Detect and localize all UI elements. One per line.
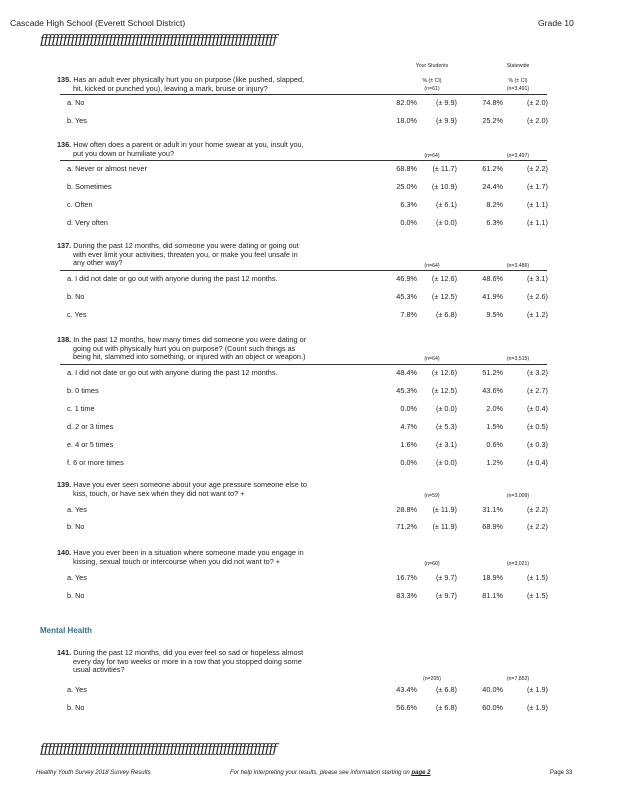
- question-line-2: going out with physically hurt you on purpose? (Count such things as: [73, 343, 296, 353]
- question-number: 141.: [57, 648, 72, 657]
- question-line-1: 139. Have you ever seen someone about your age pressure someone else to: [57, 480, 307, 489]
- state-ci: (± 2.2): [526, 505, 548, 514]
- question-line-2: put you down or humiliate you?: [73, 148, 175, 158]
- state-pct: 40.0%: [482, 685, 503, 694]
- your-ci: (± 6.8): [435, 310, 457, 319]
- decorative-rule-top: ƒƒƒƒƒƒƒƒƒƒƒƒƒƒƒƒƒƒƒƒƒƒƒƒƒƒƒƒƒƒƒƒƒƒƒƒƒƒƒƒƒƒƒƒƒƒƒƒƒƒƒƒƒƒƒƒƒƒƒƒƒƒ: [40, 33, 277, 48]
- your-pct: 83.3%: [396, 591, 417, 600]
- your-ci: (± 6.8): [435, 703, 457, 712]
- your-pct: 25.0%: [396, 182, 417, 191]
- question-138: [57, 336, 377, 362]
- your-pct: 16.7%: [396, 573, 417, 582]
- decorative-rule-bottom: ƒƒƒƒƒƒƒƒƒƒƒƒƒƒƒƒƒƒƒƒƒƒƒƒƒƒƒƒƒƒƒƒƒƒƒƒƒƒƒƒƒƒƒƒƒƒƒƒƒƒƒƒƒƒƒƒƒƒƒƒƒƒ: [40, 742, 277, 757]
- state-pct: 0.6%: [486, 440, 503, 449]
- n-your-138: (n=64): [424, 356, 440, 362]
- n-state-140: (n=3,021): [506, 561, 530, 567]
- section-heading-mental-health: Mental Health: [40, 626, 93, 635]
- state-pct: 51.2%: [482, 368, 503, 377]
- answer-label: a. I did not date or go out with anyone during the past 12 months.: [67, 368, 278, 377]
- your-pct: 0.0%: [400, 218, 417, 227]
- state-pct: 60.0%: [482, 703, 503, 712]
- question-141: [57, 649, 377, 675]
- question-line-3: being hit, slammed into something, or injured with an object or weapon.): [73, 352, 306, 362]
- question-line-3: any other way?: [73, 258, 123, 268]
- question-135: [57, 76, 377, 93]
- n-your-140: (n=60): [424, 561, 440, 567]
- your-ci: (± 9.7): [435, 591, 457, 600]
- state-pct: 1.2%: [486, 458, 503, 467]
- your-ci: (± 12.6): [431, 274, 457, 283]
- question-line-2: every day for two weeks or more in a row that you stopped doing some: [73, 656, 302, 666]
- answer-label: e. 4 or 5 times: [67, 440, 114, 449]
- state-ci: (± 2.0): [526, 98, 548, 107]
- answer-label: a. No: [67, 98, 85, 107]
- answer-label: a. Yes: [67, 573, 87, 582]
- question-number: 137.: [57, 241, 72, 250]
- n-your-137: (n=64): [424, 263, 440, 269]
- your-ci: (± 9.7): [435, 573, 457, 582]
- question-139: [57, 481, 377, 498]
- pct-ci-label-your: % (± CI): [422, 78, 442, 84]
- column-header-statewide: Statewide: [506, 63, 530, 69]
- state-pct: 18.9%: [482, 573, 503, 582]
- divider: [60, 270, 547, 271]
- divider: [60, 160, 547, 161]
- answer-label: c. Often: [67, 200, 93, 209]
- your-ci: (± 6.8): [435, 685, 457, 694]
- question-number: 138.: [57, 335, 72, 344]
- state-ci: (± 2.2): [526, 522, 548, 531]
- state-ci: (± 2.2): [526, 164, 548, 173]
- your-ci: (± 12.6): [431, 368, 457, 377]
- state-ci: (± 0.5): [526, 422, 548, 431]
- state-pct: 2.0%: [486, 404, 503, 413]
- your-pct: 7.8%: [400, 310, 417, 319]
- your-pct: 71.2%: [396, 522, 417, 531]
- your-pct: 0.0%: [400, 458, 417, 467]
- question-line-2: kissing, sexual touch or intercourse when you did not want to? +: [73, 556, 281, 566]
- n-state-139: (n=3,009): [506, 493, 530, 499]
- your-ci: (± 11.9): [432, 522, 457, 531]
- state-ci: (± 1.2): [526, 310, 548, 319]
- state-ci: (± 1.1): [526, 200, 548, 209]
- your-pct: 18.0%: [396, 116, 417, 125]
- state-pct: 8.2%: [486, 200, 503, 209]
- answer-label: c. 1 time: [67, 404, 95, 413]
- question-136: [57, 141, 377, 158]
- state-pct: 68.9%: [482, 522, 503, 531]
- answer-label: b. No: [67, 703, 85, 712]
- question-line-2: with ever limit your activities, threaten you, or make you feel unsafe in: [73, 249, 298, 259]
- answer-label: a. Never or almost never: [67, 164, 147, 173]
- question-number: 135.: [57, 75, 72, 84]
- state-ci: (± 1.5): [526, 573, 548, 582]
- question-line-1: 141. During the past 12 months, did you ever feel so sad or hopeless almost: [57, 648, 304, 657]
- page-number: Page 33: [550, 770, 573, 776]
- n-your-136: (n=64): [424, 153, 440, 159]
- your-pct: 0.0%: [400, 404, 417, 413]
- answer-label: b. No: [67, 591, 85, 600]
- grade-label: Grade 10: [538, 18, 574, 28]
- answer-label: c. Yes: [67, 310, 87, 319]
- your-ci: (± 5.3): [435, 422, 457, 431]
- n-state-136: (n=3,497): [506, 153, 530, 159]
- divider: [60, 364, 547, 365]
- n-your-135: (n=61): [424, 86, 440, 92]
- answer-label: b. Sometimes: [67, 182, 112, 191]
- question-number: 136.: [57, 140, 72, 149]
- your-pct: 28.8%: [396, 505, 417, 514]
- state-ci: (± 2.6): [526, 292, 548, 301]
- question-140: [57, 549, 377, 566]
- your-pct: 48.4%: [396, 368, 417, 377]
- question-137: [57, 242, 377, 268]
- question-number: 139.: [57, 480, 72, 489]
- your-pct: 45.3%: [396, 386, 417, 395]
- n-state-138: (n=3,515): [506, 356, 530, 362]
- state-ci: (± 3.1): [526, 274, 548, 283]
- state-pct: 6.3%: [486, 218, 503, 227]
- pct-ci-label-state: % (± CI): [508, 78, 528, 84]
- answer-label: a. I did not date or go out with anyone during the past 12 months.: [67, 274, 278, 283]
- school-title: Cascade High School (Everett School District): [10, 18, 186, 28]
- answer-label: d. Very often: [67, 218, 108, 227]
- answer-label: f. 6 or more times: [67, 458, 124, 467]
- answer-label: b. 0 times: [67, 386, 99, 395]
- your-pct: 82.0%: [396, 98, 417, 107]
- question-line-3: usual activities?: [73, 665, 125, 675]
- your-pct: 46.9%: [396, 274, 417, 283]
- state-ci: (± 1.1): [526, 218, 548, 227]
- question-line-1: 136. How often does a parent or adult in your home swear at you, insult you,: [57, 140, 304, 149]
- state-pct: 1.5%: [486, 422, 503, 431]
- state-pct: 74.8%: [482, 98, 503, 107]
- state-ci: (± 0.4): [526, 458, 548, 467]
- your-ci: (± 9.9): [435, 116, 457, 125]
- question-line-1: 135. Has an adult ever physically hurt you on purpose (like pushed, slapped,: [57, 75, 305, 84]
- your-pct: 4.7%: [400, 422, 417, 431]
- your-pct: 45.3%: [396, 292, 417, 301]
- footer-help-text: For help interpreting your results, please see information starting on page 2: [230, 770, 431, 776]
- your-ci: (± 12.5): [431, 386, 457, 395]
- your-ci: (± 12.5): [431, 292, 457, 301]
- state-ci: (± 1.5): [526, 591, 548, 600]
- your-pct: 43.4%: [396, 685, 417, 694]
- divider: [60, 94, 547, 95]
- question-number: 140.: [57, 548, 72, 557]
- answer-label: d. 2 or 3 times: [67, 422, 114, 431]
- state-pct: 31.1%: [482, 505, 503, 514]
- your-pct: 6.3%: [400, 200, 417, 209]
- your-ci: (± 0.0): [435, 458, 457, 467]
- n-your-141: (n=205): [422, 676, 442, 682]
- state-ci: (± 2.7): [526, 386, 548, 395]
- page-2-link[interactable]: page 2: [411, 770, 431, 776]
- state-pct: 9.5%: [486, 310, 503, 319]
- your-ci: (± 6.1): [435, 200, 457, 209]
- state-ci: (± 3.2): [526, 368, 548, 377]
- answer-label: a. Yes: [67, 505, 87, 514]
- answer-label: b. No: [67, 292, 85, 301]
- your-ci: (± 0.0): [435, 404, 457, 413]
- state-pct: 24.4%: [482, 182, 503, 191]
- your-pct: 68.8%: [396, 164, 417, 173]
- state-ci: (± 1.9): [526, 685, 548, 694]
- state-pct: 48.6%: [482, 274, 503, 283]
- n-your-139: (n=59): [424, 493, 440, 499]
- your-pct: 1.6%: [400, 440, 417, 449]
- question-line-1: 138. In the past 12 months, how many times did someone you were dating or: [57, 335, 307, 344]
- your-ci: (± 11.9): [432, 505, 457, 514]
- n-state-137: (n=3,486): [506, 263, 530, 269]
- question-line-1: 137. During the past 12 months, did someone you were dating or going out: [57, 241, 299, 250]
- answer-label: b. Yes: [67, 116, 87, 125]
- state-pct: 41.9%: [482, 292, 503, 301]
- n-state-135: (n=3,491): [506, 86, 530, 92]
- state-pct: 25.2%: [482, 116, 503, 125]
- your-ci: (± 0.0): [435, 218, 457, 227]
- state-ci: (± 2.0): [526, 116, 548, 125]
- your-ci: (± 10.9): [431, 182, 457, 191]
- question-line-2: kiss, touch, or have sex when they did not want to? +: [73, 488, 245, 498]
- your-ci: (± 3.1): [435, 440, 457, 449]
- state-ci: (± 1.7): [526, 182, 548, 191]
- state-ci: (± 1.9): [526, 703, 548, 712]
- your-pct: 56.6%: [396, 703, 417, 712]
- your-ci: (± 11.7): [432, 164, 457, 173]
- column-header-your-students: Your Students: [415, 63, 449, 69]
- state-pct: 43.6%: [482, 386, 503, 395]
- state-pct: 81.1%: [482, 591, 503, 600]
- answer-label: b. No: [67, 522, 85, 531]
- n-state-141: (n=7,852): [506, 676, 530, 682]
- state-pct: 61.2%: [482, 164, 503, 173]
- state-ci: (± 0.3): [526, 440, 548, 449]
- state-ci: (± 0.4): [526, 404, 548, 413]
- answer-label: a. Yes: [67, 685, 87, 694]
- question-line-1: 140. Have you ever been in a situation where someone made you engage in: [57, 548, 304, 557]
- footer-survey-name: Healthy Youth Survey 2018 Survey Results: [36, 770, 151, 776]
- question-line-2: hit, kicked or punched you), leaving a mark, bruise or injury?: [73, 83, 268, 93]
- your-ci: (± 9.9): [435, 98, 457, 107]
